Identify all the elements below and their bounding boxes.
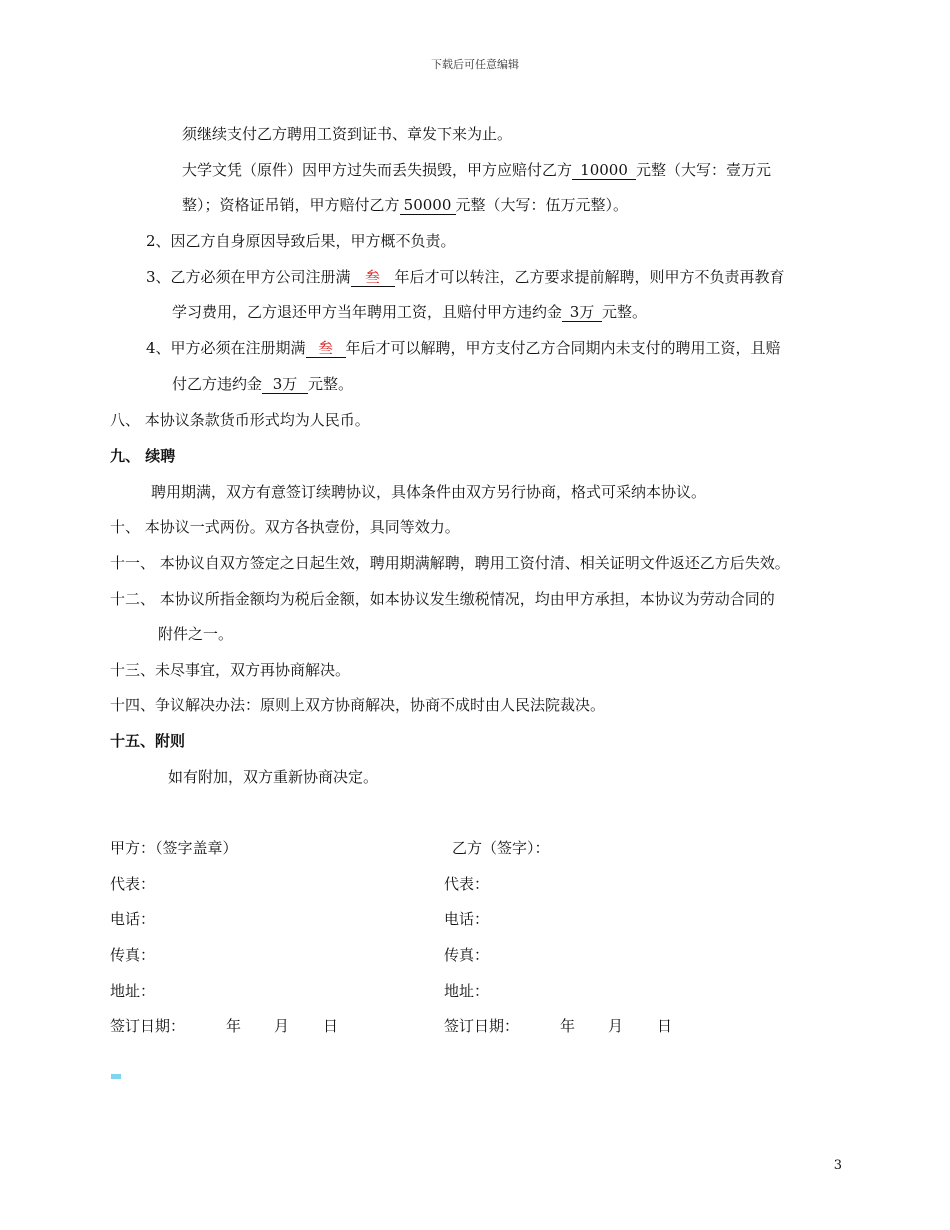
clause-line: 附件之一。	[158, 625, 234, 643]
party-b-phone: 电话：	[444, 910, 490, 928]
clause-line: 十、 本协议一式两份。双方各执壹份，具同等效力。	[110, 518, 460, 536]
clause-text: 元整（大写：壹万元	[636, 161, 772, 179]
clause-line	[172, 302, 647, 322]
party-b-date-month: 月	[608, 1017, 624, 1035]
clause-text: 整）；资格证吊销，甲方赔付乙方	[182, 196, 400, 214]
amount-blank: 3万	[562, 304, 602, 322]
party-a-representative: 代表：	[110, 875, 156, 893]
text-cursor-marker	[111, 1074, 121, 1079]
amount-blank: 50000	[400, 197, 456, 215]
page-number: 3	[833, 1158, 842, 1173]
party-b-label: 乙方（签字）：	[452, 839, 550, 857]
clause-text: 大学文凭（原件）因甲方过失而丢失损毁，甲方应赔付乙方	[182, 161, 573, 179]
clause-line	[146, 267, 785, 287]
clause-line	[172, 374, 353, 394]
clause-text: 学习费用，乙方退还甲方当年聘用工资，且赔付甲方违约金	[172, 303, 563, 321]
clause-line: 如有附加，双方重新协商决定。	[168, 768, 379, 786]
clause-line: 2、因乙方自身原因导致后果，甲方概不负责。	[146, 232, 456, 250]
clause-text: 元整。	[308, 375, 354, 393]
clause-text: 4、甲方必须在注册期满	[146, 339, 306, 357]
clause-line: 聘用期满，双方有意签订续聘协议，具体条件由双方另行协商，格式可采纳本协议。	[151, 483, 707, 501]
party-a-address: 地址：	[110, 982, 156, 1000]
amount-blank: 3万	[262, 376, 308, 394]
clause-line	[146, 338, 781, 358]
party-b-fax: 传真：	[444, 946, 490, 964]
section-heading: 十五、附则	[110, 732, 186, 750]
party-b-date-year: 年	[560, 1017, 576, 1035]
party-b-representative: 代表：	[444, 875, 490, 893]
section-heading: 九、 续聘	[110, 447, 176, 465]
years-blank: 叁	[351, 269, 395, 287]
clause-text: 3、乙方必须在甲方公司注册满	[146, 268, 351, 286]
party-a-date-year: 年	[226, 1017, 242, 1035]
amount-blank: 10000	[572, 162, 636, 180]
clause-text: 付乙方违约金	[172, 375, 263, 393]
party-a-date-month: 月	[274, 1017, 290, 1035]
party-a-date-label: 签订日期：	[110, 1017, 186, 1035]
party-a-fax: 传真：	[110, 946, 156, 964]
party-b-date-day: 日	[657, 1017, 673, 1035]
clause-line	[182, 160, 771, 180]
party-a-date-day: 日	[323, 1017, 339, 1035]
clause-line: 须继续支付乙方聘用工资到证书、章发下来为止。	[182, 125, 513, 143]
party-b-address: 地址：	[444, 982, 490, 1000]
clause-line: 八、 本协议条款货币形式均为人民币。	[110, 411, 370, 429]
page-header: 下载后可任意编辑	[431, 58, 519, 71]
clause-text: 元整。	[602, 303, 648, 321]
clause-line	[182, 195, 628, 215]
party-b-date-label: 签订日期：	[444, 1017, 520, 1035]
party-a-phone: 电话：	[110, 910, 156, 928]
clause-line: 十四、争议解决办法：原则上双方协商解决，协商不成时由人民法院裁决。	[110, 696, 606, 714]
clause-line: 十二、 本协议所指金额均为税后金额，如本协议发生缴税情况，均由甲方承担，本协议为劳动合同的	[110, 590, 775, 608]
clause-text: 年后才可以转注，乙方要求提前解聘，则甲方不负责再教育	[394, 268, 785, 286]
clause-line: 十一、 本协议自双方签定之日起生效，聘用期满解聘，聘用工资付清、相关证明文件返还乙方后失效。	[110, 554, 790, 572]
clause-text: 年后才可以解聘，甲方支付乙方合同期内未支付的聘用工资，且赔	[345, 339, 781, 357]
years-blank: 叁	[306, 340, 346, 358]
clause-text: 元整（大写：伍万元整）。	[455, 196, 629, 214]
clause-line: 十三、未尽事宜，双方再协商解决。	[110, 661, 351, 679]
party-a-label: 甲方：（签字盖章）	[110, 839, 238, 857]
